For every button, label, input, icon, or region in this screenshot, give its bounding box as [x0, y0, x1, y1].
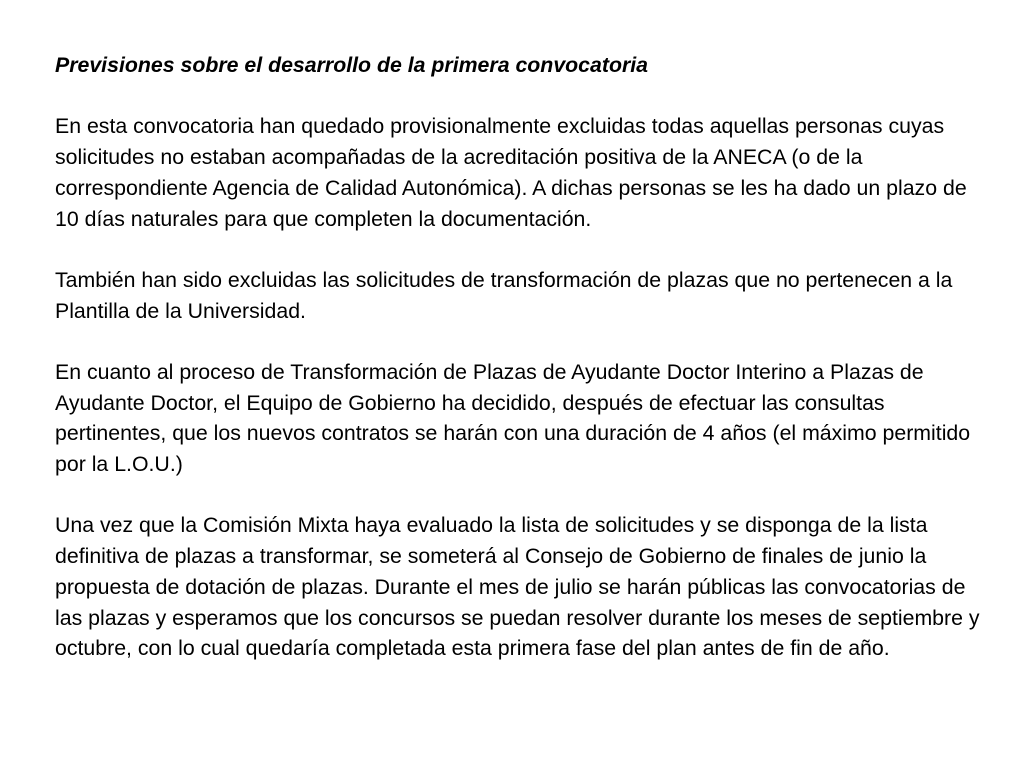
- paragraph-exclusions-aneca: En esta convocatoria han quedado provisionalmente excluidas todas aquellas personas cuyas solicitudes no estaban acompañadas de la acreditación positiva de la ANECA (o de la correspondiente Agencia de Calidad Autonómica). A dichas personas se les ha dado un plazo de 10 días naturales para que completen la documentación.: [55, 114, 967, 231]
- paragraph-transformation-process: En cuanto al proceso de Transformación de Plazas de Ayudante Doctor Interino a Plazas de Ayudante Doctor, el Equipo de Gobierno ha decidido, después de efectuar las consultas pertinentes, que los nuevos contratos se harán con una duración de 4 años (el máximo permitido por la L.O.U.): [55, 359, 971, 477]
- paragraph-timeline: Una vez que la Comisión Mixta haya evaluado la lista de solicitudes y se disponga de la lista definitiva de plazas a transformar, se someterá al Consejo de Gobierno de finales de junio la propuesta de dotación de plazas. Durante el mes de julio se harán públicas las convocatorias de las plazas y esperamos que los concursos se puedan resolver durante los meses de septiembre y octubre, con lo cual quedaría completada esta primera fase del plan antes de fin de año.: [55, 513, 980, 661]
- slide-content: [55, 50, 990, 664]
- slide-title: Previsiones sobre el desarrollo de la primera convocatoria: [55, 53, 649, 77]
- paragraph-exclusions-plantilla: También han sido excluidas las solicitudes de transformación de plazas que no pertenecen a la Plantilla de la Universidad.: [55, 267, 953, 323]
